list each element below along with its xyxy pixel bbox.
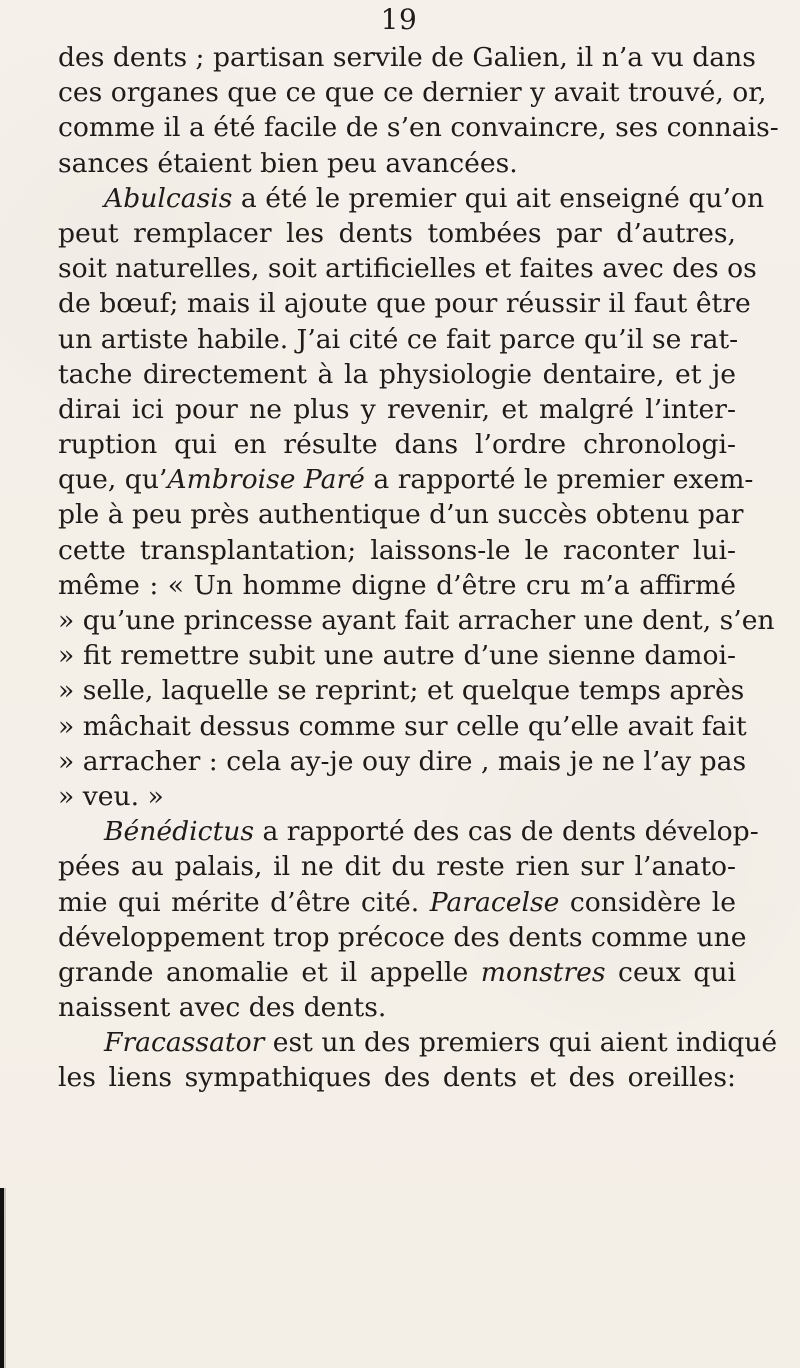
text-fragment-27a: grande anomalie et il appelle	[58, 956, 481, 988]
text-line-16: même : « Un homme digne d’être cru m’a affirmé	[58, 569, 736, 601]
text-line-17: » qu’une princesse ayant fait arracher une dent, s’en	[58, 605, 775, 636]
text-line-22: » veu. »	[58, 780, 164, 812]
text-line-15: cette transplantation; laissons-le le raconter lui-	[58, 534, 736, 566]
text-line-1: des dents ; partisan servile de Galien, il n’a vu dans	[58, 42, 756, 73]
text-line-26: développement trop précoce des dents comme une	[58, 921, 747, 953]
text-fragment-27b: ceux qui	[605, 956, 736, 988]
text-line-30: les liens sympathiques des dents et des oreilles:	[58, 1062, 736, 1094]
page-number: 19	[380, 3, 418, 36]
text-fragment-29: est un des premiers qui aient indiqué	[264, 1027, 778, 1059]
text-line-21: » arracher : cela ay-je ouy dire , mais je ne l’ay pas	[58, 745, 747, 777]
text-line-11: dirai ici pour ne plus y revenir, et malgré l’inter-	[58, 393, 736, 425]
text-line-3: comme il a été facile de s’en convaincre, ses connais-	[58, 112, 779, 144]
text-line-28: naissent avec des dents.	[58, 992, 387, 1024]
text-line-24: pées au palais, il ne dit du reste rien sur l’anato-	[58, 851, 736, 883]
text-fragment-5: a été le premier qui ait enseigné qu’on	[240, 182, 765, 214]
text-line-29	[58, 1025, 778, 1060]
author-name-benedictus: Bénédictus	[104, 816, 255, 848]
body-text	[58, 40, 779, 1096]
author-name-fracassator: Fracassator	[104, 1027, 265, 1059]
text-line-4: sances étaient bien peu avancées.	[58, 147, 518, 179]
text-fragment-13a: que, qu’	[58, 464, 168, 496]
text-fragment-25b: considère le	[559, 886, 736, 918]
text-line-12: ruption qui en résulte dans l’ordre chronologi-	[58, 429, 736, 461]
text-line-25	[58, 885, 736, 920]
text-line-19: » selle, laquelle se reprint; et quelque temps après	[58, 675, 745, 707]
text-line-6: peut remplacer les dents tombées par d’autres,	[58, 217, 736, 249]
author-name-abulcasis: Abulcasis	[104, 182, 233, 214]
text-line-10: tache directement à la physiologie dentaire, et je	[58, 358, 736, 390]
text-fragment-13b: a rapporté le premier exem-	[364, 464, 754, 496]
text-line-13	[58, 462, 754, 497]
text-fragment-23: a rapporté des cas de dents dévelop-	[254, 816, 759, 848]
text-line-2: ces organes que ce que ce dernier y avait trouvé, or,	[58, 77, 767, 109]
author-name-paracelse: Paracelse	[429, 886, 560, 918]
text-line-23	[58, 814, 759, 849]
author-name-ambroise-pare: Ambroise Paré	[167, 464, 365, 496]
page-edge-shadow	[4, 1188, 6, 1368]
text-line-20: » mâchait dessus comme sur celle qu’elle avait fait	[58, 710, 747, 742]
text-line-14: ple à peu près authentique d’un succès obtenu par	[58, 499, 744, 531]
text-line-8: de bœuf; mais il ajoute que pour réussir il faut être	[58, 288, 751, 320]
word-monstres: monstres	[480, 956, 606, 988]
text-fragment-25a: mie qui mérite d’être cité.	[58, 886, 430, 918]
text-line-7: soit naturelles, soit artificielles et faites avec des os	[58, 253, 757, 285]
text-line-9: un artiste habile. J’ai cité ce fait parce qu’il se rat-	[58, 323, 739, 355]
text-line-27	[58, 955, 736, 990]
text-line-18: » fit remettre subit une autre d’une sienne damoi-	[58, 640, 736, 672]
text-line-5	[58, 181, 765, 216]
